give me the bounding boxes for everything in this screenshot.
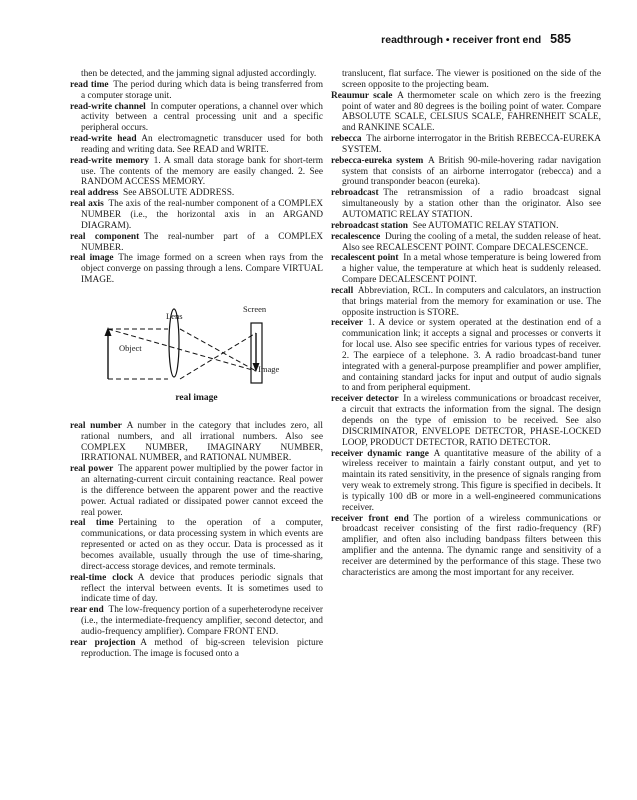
real-image-diagram <box>70 291 323 391</box>
entry-continuation <box>331 69 601 91</box>
running-header <box>381 32 571 46</box>
entry-term: receiver <box>331 318 364 329</box>
object-label: Object <box>119 342 142 353</box>
entry-rebecca-eureka-system <box>331 156 601 189</box>
entry-definition: The airborne interrogator in the British REBECCA-EUREKA SYSTEM. <box>342 134 601 155</box>
object-arrowhead <box>105 327 112 336</box>
entry-recall <box>331 286 601 319</box>
running-head: readthrough • receiver front end <box>381 34 542 46</box>
entry-term: read-write memory <box>70 155 149 166</box>
entry-definition: A number in the category that includes zero, all rational numbers, and all irrational numbers. Also see COMPLEX NUMBER, IMAGINARY NUMBER, IRRATIONAL NUMBER, and RATIONAL NUMBER. <box>81 420 323 464</box>
entry-definition: A thermometer scale on which zero is the freezing point of water and 80 degrees is the boiling point of water. Compare ABSOLUTE SCALE, CELSIUS SCALE, FAHRENHEIT SCALE, and RANKINE SCALE. <box>342 90 601 134</box>
entry-definition: A quantitative measure of the ability of a wireless receiver to maintain a fairly constant output, and yet to maintain its rated sensitivity, in the presence of signals ranging from very weak to extremely strong. This figure is specified in decibels. It is typically 100 dB or more in a well-engineered communications receiver. <box>342 448 601 513</box>
entry-definition: The low-frequency portion of a superheterodyne receiver (i.e., the intermediate-frequency amplifier, second detector, and audio-frequency amplifier). Compare FRONT END. <box>81 605 323 637</box>
entry-term: receiver detector <box>331 394 399 405</box>
entry-term: real number <box>70 420 122 431</box>
entry-term: rebecca-eureka system <box>331 155 424 166</box>
entry-read-write-memory <box>70 156 323 189</box>
entry-term: real power <box>70 464 114 475</box>
entry-receiver <box>331 318 601 394</box>
entry-term: recall <box>331 285 354 296</box>
ray-bottom-out <box>180 333 256 379</box>
entry-definition: See ABSOLUTE ADDRESS. <box>123 188 235 199</box>
entry-term: read-write head <box>70 134 137 145</box>
right-column <box>331 69 601 579</box>
entry-term: recalescence <box>331 231 381 242</box>
entry-definition: A British 90-mile-hovering radar navigation system that consists of an airborne interrogator (rebecca) and a ground transponder beacon (eureka). <box>342 155 601 188</box>
entry-term: real component <box>70 231 140 242</box>
entry-real-power <box>70 464 323 518</box>
entry-real-axis <box>70 199 323 232</box>
entry-definition: An electromagnetic transducer used for both reading and writing data. See READ and WRITE. <box>81 134 323 155</box>
entry-rebroadcast-station <box>331 221 601 232</box>
entry-term: read time <box>70 79 109 90</box>
real-image-figure <box>70 291 323 415</box>
entry-term: rebroadcast <box>331 188 379 199</box>
lens-label: Lens <box>166 310 183 321</box>
entry-term: rebecca <box>331 134 362 145</box>
entry-real-component <box>70 232 323 254</box>
entry-term: read-write channel <box>70 101 146 112</box>
entry-definition: The portion of a wireless communications or broadcast receiver consisting of the first radio-frequency (RF) amplifier, and often also including bandpass filters between this amplifier and the antenna. The dynamic range and sensitivity of a receiver are determined by the performance of this stage. These two characteristics are among the most important for any receiver. <box>342 513 601 578</box>
entry-definition: See AUTOMATIC RELAY STATION. <box>412 220 559 231</box>
ray-top-out <box>180 329 256 371</box>
entry-continuation <box>70 69 323 80</box>
entry-recalescence <box>331 232 601 254</box>
entry-term: real address <box>70 188 119 199</box>
entry-definition: 1. A small data storage bank for short-term use. The contents of the memory are easily changed. 2. See RANDOM ACCESS MEMORY. <box>81 155 323 188</box>
entry-term: receiver dynamic range <box>331 448 429 459</box>
entry-real-number <box>70 421 323 464</box>
entry-term: Reaumur scale <box>331 90 393 101</box>
entry-rear-projection <box>70 638 323 660</box>
entry-definition: The retransmission of a radio broadcast signal simultaneously by a station other than the originator. Also see AUTOMATIC RELAY STATION. <box>342 188 601 220</box>
entry-rebroadcast <box>331 188 601 221</box>
left-column <box>70 69 323 659</box>
entry-term: real time <box>70 518 114 529</box>
entry-receiver-dynamic-range <box>331 449 601 514</box>
entry-receiver-front-end <box>331 514 601 579</box>
entry-definition: In a wireless communications or broadcast receiver, a circuit that extracts the information from the signal. The design depends on the type of emission to be received. See also DISCRIMINATOR, ENVELOPE DETECTOR, PHASE-LOCKED LOOP, PRODUCT DETECTOR, RATIO DETECTOR. <box>342 394 601 448</box>
entry-real-address <box>70 188 323 199</box>
entry-definition: 1. A device or system operated at the destination end of a communication link; it accepts a signal and processes or converts it for local use. Also see specific entries for various types of receiver. 2. The earpiece of a telephone. 3. A radio broadcast-band tuner integrated with a general-purpose preamplifier and power amplifier, and containing standard jacks for input and output of audio signals to and from peripheral equipment. <box>342 318 601 394</box>
figure-caption: real image <box>175 392 218 403</box>
entry-definition: In computer operations, a channel over which activity between a central processing unit and a specific peripheral occurs. <box>81 101 323 134</box>
entry-definition: During the cooling of a metal, the sudden release of heat. Also see RECALESCENT POINT. Compare DECALESCENCE. <box>342 231 601 253</box>
entry-definition: A device that produces periodic signals that reflect the interval between events. It is sometimes used to indicate time of day. <box>81 572 323 605</box>
entry-definition: Abbreviation, RCL. In computers and calculators, an instruction that brings material from the memory for examination or use. The opposite instruction is STORE. <box>342 285 601 318</box>
entry-definition: then be detected, and the jamming signal adjusted accordingly. <box>81 69 317 79</box>
entry-rebecca <box>331 134 601 156</box>
entry-term: rear end <box>70 605 104 616</box>
entry-definition: translucent, flat surface. The viewer is positioned on the side of the screen opposite to the projecting beam. <box>342 69 601 90</box>
entry-rear-end <box>70 605 323 638</box>
entry-definition: Pertaining to the operation of a computer, communications, or data processing system in which events are represented or acted on as they occur. Data is processed as it becomes available, usually through the use of time-sharing, direct-access storage devices, and remote terminals. <box>81 518 323 572</box>
entry-recalescent-point <box>331 253 601 286</box>
entry-definition: The apparent power multiplied by the power factor in an alternating-current circuit containing reactance. Real power is the difference between the apparent power and the reactive power. Actual radiated or dissipated power cannot exceed the real power. <box>81 464 323 518</box>
entry-real-time-clock <box>70 573 323 606</box>
entry-term: receiver front end <box>331 513 409 524</box>
entry-term: rebroadcast station <box>331 220 408 231</box>
entry-term: real-time clock <box>70 572 134 583</box>
entry-definition: The real-number part of a COMPLEX NUMBER. <box>81 231 323 253</box>
entry-term: real image <box>70 253 114 264</box>
entry-real-image <box>70 253 323 286</box>
entry-definition: A method of big-screen television picture reproduction. The image is focused onto a <box>81 637 323 659</box>
page-number: 585 <box>550 32 571 46</box>
entry-read-write-channel <box>70 102 323 135</box>
image-label: Image <box>258 363 280 374</box>
entry-definition: The period during which data is being transferred from a computer storage unit. <box>81 79 323 101</box>
entry-definition: The image formed on a screen when rays from the object converge on passing through a lens. Compare VIRTUAL IMAGE. <box>81 253 323 286</box>
entry-term: recalescent point <box>331 253 399 264</box>
entry-definition: In a metal whose temperature is being lowered from a higher value, the temperature at which heat is suddenly released. Compare DECALESCENT POINT. <box>342 253 601 286</box>
entry-definition: The axis of the real-number component of a COMPLEX NUMBER (i.e., the horizontal axis in an ARGAND DIAGRAM). <box>81 199 323 231</box>
screen-label: Screen <box>243 303 267 314</box>
entry-receiver-detector <box>331 394 601 448</box>
entry-term: rear projection <box>70 637 136 648</box>
entry-read-time <box>70 80 323 102</box>
entry-read-write-head <box>70 134 323 156</box>
entry-reaumur-scale <box>331 91 601 134</box>
entry-term: real axis <box>70 199 104 210</box>
entry-real-time <box>70 518 323 572</box>
